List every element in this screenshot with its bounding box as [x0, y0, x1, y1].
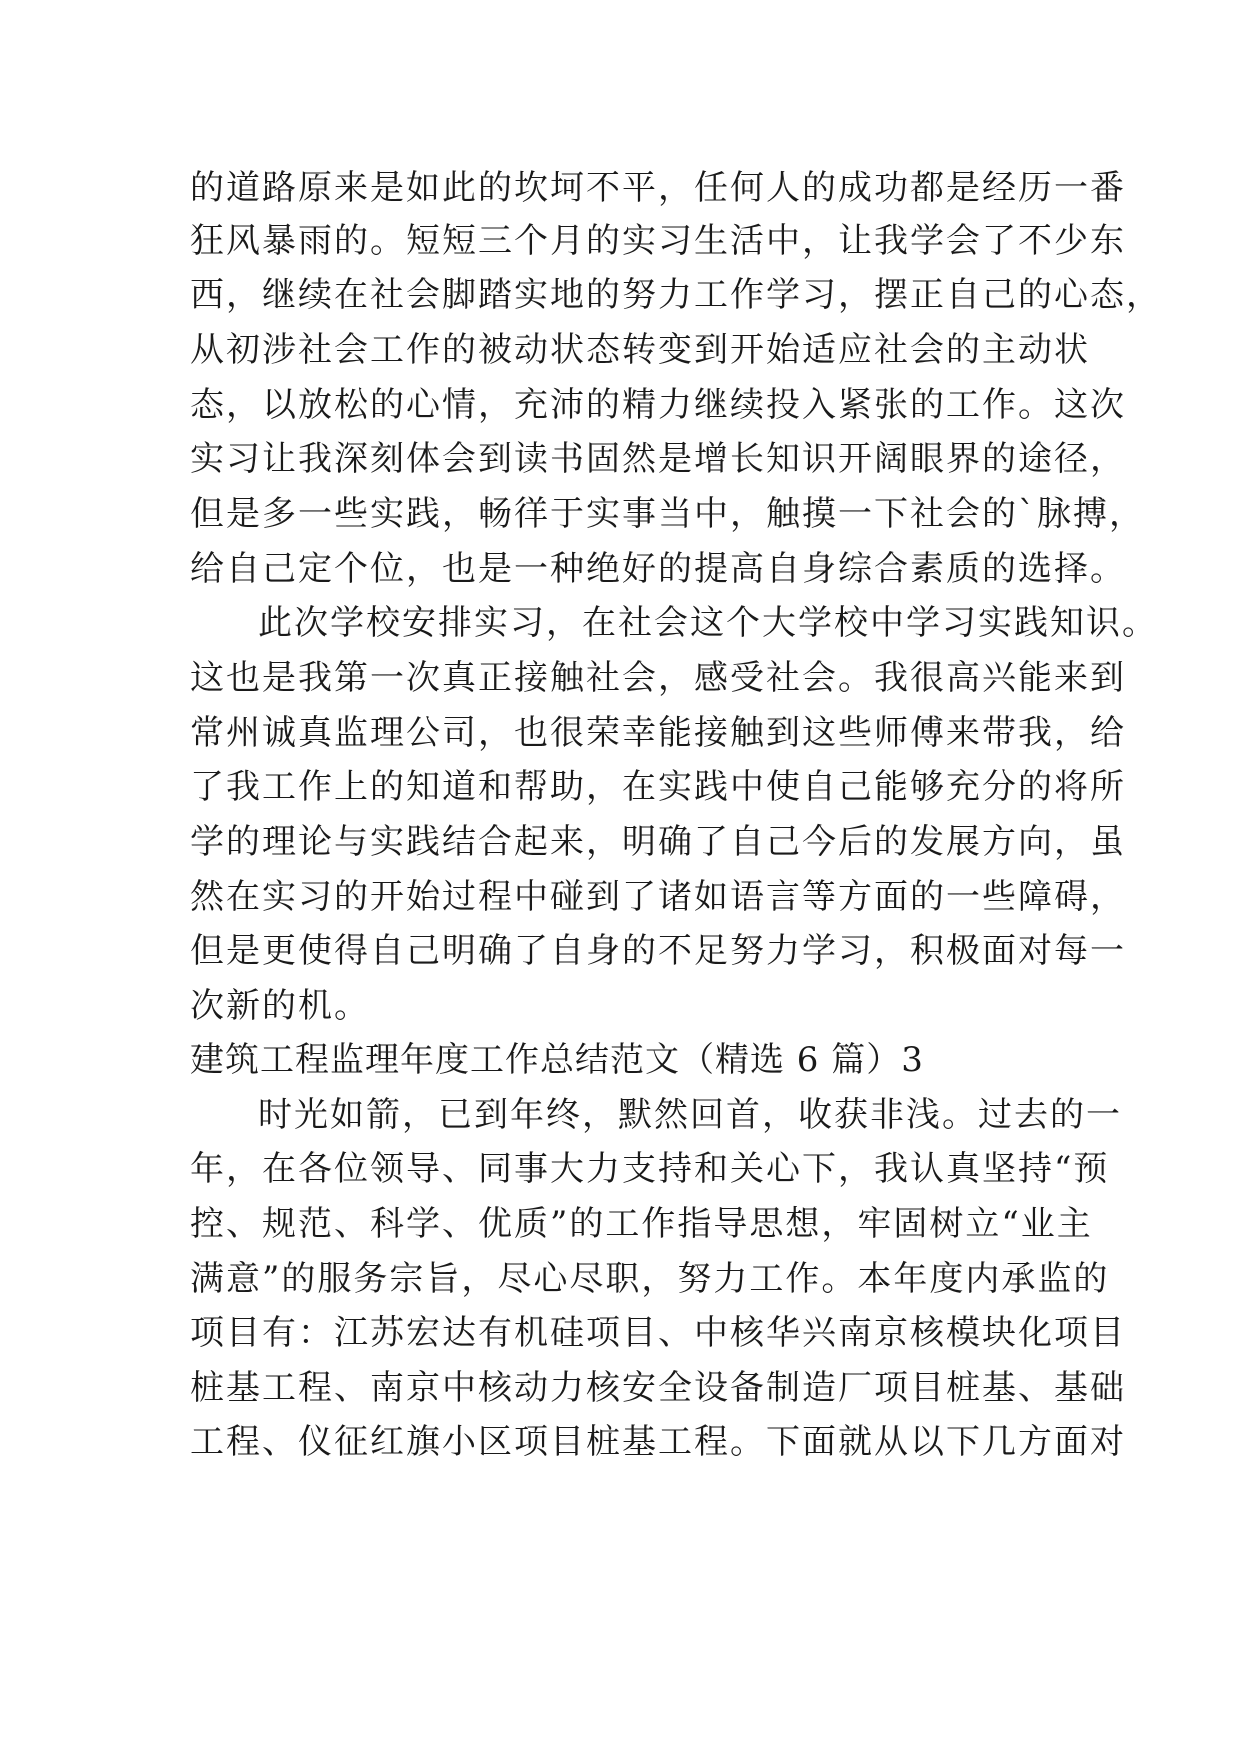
paragraph-line: 实习让我深刻体会到读书固然是增长知识开阔眼界的途径，	[190, 439, 1126, 479]
paragraph-line: 但是更使得自己明确了自身的不足努力学习，积极面对每一	[190, 931, 1126, 971]
paragraph-line: 了我工作上的知道和帮助，在实践中使自己能够充分的将所	[190, 767, 1126, 807]
paragraph-line: 满意”的服务宗旨，尽心尽职，努力工作。本年度内承监的	[190, 1259, 1110, 1299]
paragraph-last-line: 次新的机。	[190, 986, 370, 1026]
paragraph-line: 桩基工程、南京中核动力核安全设备制造厂项目桩基、基础	[190, 1368, 1126, 1408]
paragraph-line: 但是多一些实践，畅徉于实事当中，触摸一下社会的`脉搏，	[190, 494, 1145, 534]
paragraph-line: 从初涉社会工作的被动状态转变到开始适应社会的主动状	[190, 330, 1090, 370]
paragraph-line: 给自己定个位，也是一种绝好的提高自身综合素质的选择。	[190, 549, 1126, 589]
paragraph-line: 常州诚真监理公司，也很荣幸能接触到这些师傅来带我，给	[190, 713, 1126, 753]
paragraph-first-line: 此次学校安排实习，在社会这个大学校中学习实践知识。	[258, 603, 1158, 643]
paragraph-line: 工程、仪征红旗小区项目桩基工程。下面就从以下几方面对	[190, 1422, 1126, 1462]
paragraph-line: 然在实习的开始过程中碰到了诸如语言等方面的一些障碍，	[190, 877, 1126, 917]
paragraph-line: 态，以放松的心情，充沛的精力继续投入紧张的工作。这次	[190, 385, 1126, 425]
paragraph-line: 年，在各位领导、同事大力支持和关心下，我认真坚持“预	[190, 1149, 1110, 1189]
paragraph-line: 狂风暴雨的。短短三个月的实习生活中，让我学会了不少东	[190, 221, 1126, 261]
paragraph-line: 西，继续在社会脚踏实地的努力工作学习，摆正自己的心态，	[190, 275, 1162, 315]
paragraph-line: 项目有：江苏宏达有机硅项目、中核华兴南京核模块化项目	[190, 1313, 1126, 1353]
section-heading: 建筑工程监理年度工作总结范文（精选 6 篇）3	[190, 1040, 924, 1080]
paragraph-line: 控、规范、科学、优质”的工作指导思想，牢固树立“业主	[190, 1204, 1093, 1244]
paragraph-line: 这也是我第一次真正接触社会，感受社会。我很高兴能来到	[190, 658, 1126, 698]
paragraph-line: 学的理论与实践结合起来，明确了自己今后的发展方向，虽	[190, 822, 1126, 862]
paragraph-line: 的道路原来是如此的坎坷不平，任何人的成功都是经历一番	[190, 168, 1126, 208]
paragraph-first-line: 时光如箭，已到年终，默然回首，收获非浅。过去的一	[258, 1095, 1122, 1135]
